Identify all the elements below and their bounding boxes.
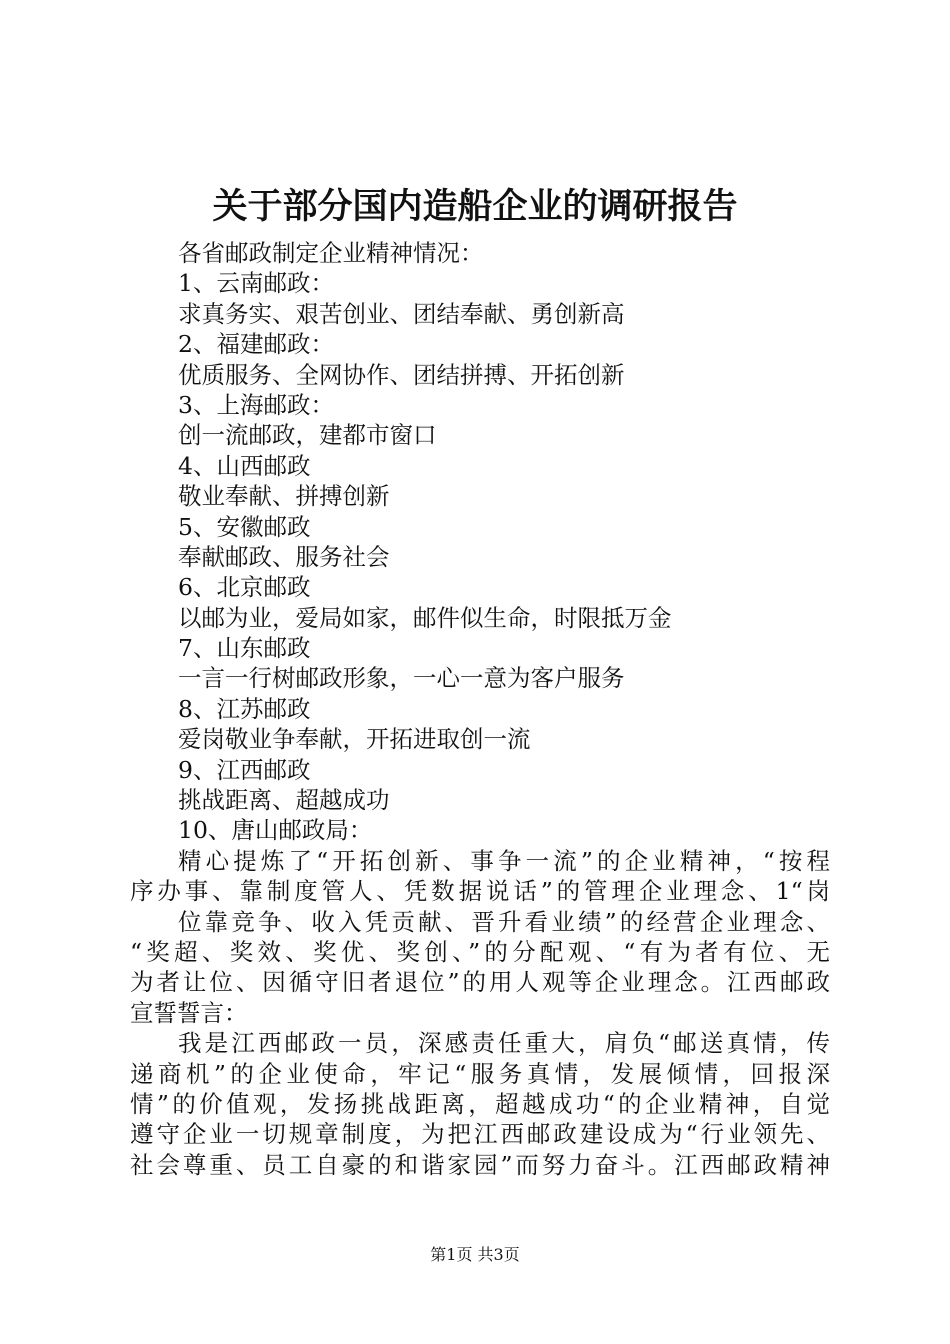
body-line: 5、安徽邮政 <box>178 512 311 541</box>
body-line: 位靠竞争、收入凭贡献、晋升看业绩”的经营企业理念、 <box>178 907 830 936</box>
body-line: 优质服务、全网协作、团结拼搏、开拓创新 <box>178 360 625 389</box>
body-line: 爱岗敬业争奉献，开拓进取创一流 <box>178 725 531 754</box>
body-line: 社会尊重、员工自豪的和谐家园”而努力奋斗。江西邮政精神 <box>130 1150 830 1179</box>
body-line: 遵守企业一切规章制度，为把江西邮政建设成为“行业领先、 <box>130 1120 830 1149</box>
body-line: 创一流邮政，建都市窗口 <box>178 421 437 450</box>
body-line: 递商机”的企业使命，牢记“服务真情，发展倾情，回报深 <box>130 1059 830 1088</box>
body-line: 4、山西邮政 <box>178 451 311 480</box>
body-line: 1、云南邮政： <box>178 269 334 298</box>
body-line: 情”的价值观，发扬挑战距离，超越成功“的企业精神，自觉 <box>130 1089 830 1118</box>
body-line: 敬业奉献、拼搏创新 <box>178 482 390 511</box>
body-line: 以邮为业，爱局如家，邮件似生命，时限抵万金 <box>178 603 672 632</box>
document-body <box>130 238 830 1180</box>
body-line: 一言一行树邮政形象，一心一意为客户服务 <box>178 664 625 693</box>
body-line: 序办事、靠制度管人、凭数据说话”的管理企业理念、1“岗 <box>130 877 830 906</box>
document-title: 关于部分国内造船企业的调研报告 <box>212 186 738 227</box>
body-line: 我是江西邮政一员，深感责任重大，肩负“邮送真情，传 <box>178 1029 830 1058</box>
body-line: 2、福建邮政： <box>178 330 334 359</box>
body-line: 精心提炼了“开拓创新、事争一流”的企业精神，“按程 <box>178 846 830 875</box>
body-line: 6、北京邮政 <box>178 573 311 602</box>
body-line: 9、江西邮政 <box>178 755 311 784</box>
body-line: 宣誓誓言： <box>130 998 248 1027</box>
body-line: 各省邮政制定企业精神情况： <box>178 239 484 267</box>
body-line: 3、上海邮政： <box>178 390 334 419</box>
body-line: 10、唐山邮政局： <box>178 816 373 845</box>
body-line: 为者让位、因循守旧者退位”的用人观等企业理念。江西邮政 <box>130 968 830 997</box>
page-footer: 第1页 共3页 <box>430 1245 520 1264</box>
body-line: “奖超、奖效、奖优、奖创、”的分配观、“有为者有位、无 <box>130 937 830 966</box>
body-line: 8、江苏邮政 <box>178 694 311 723</box>
body-line: 求真务实、艰苦创业、团结奉献、勇创新高 <box>178 299 625 328</box>
body-line: 7、山东邮政 <box>178 634 311 663</box>
body-line: 奉献邮政、服务社会 <box>178 542 390 571</box>
body-line: 挑战距离、超越成功 <box>178 786 390 815</box>
